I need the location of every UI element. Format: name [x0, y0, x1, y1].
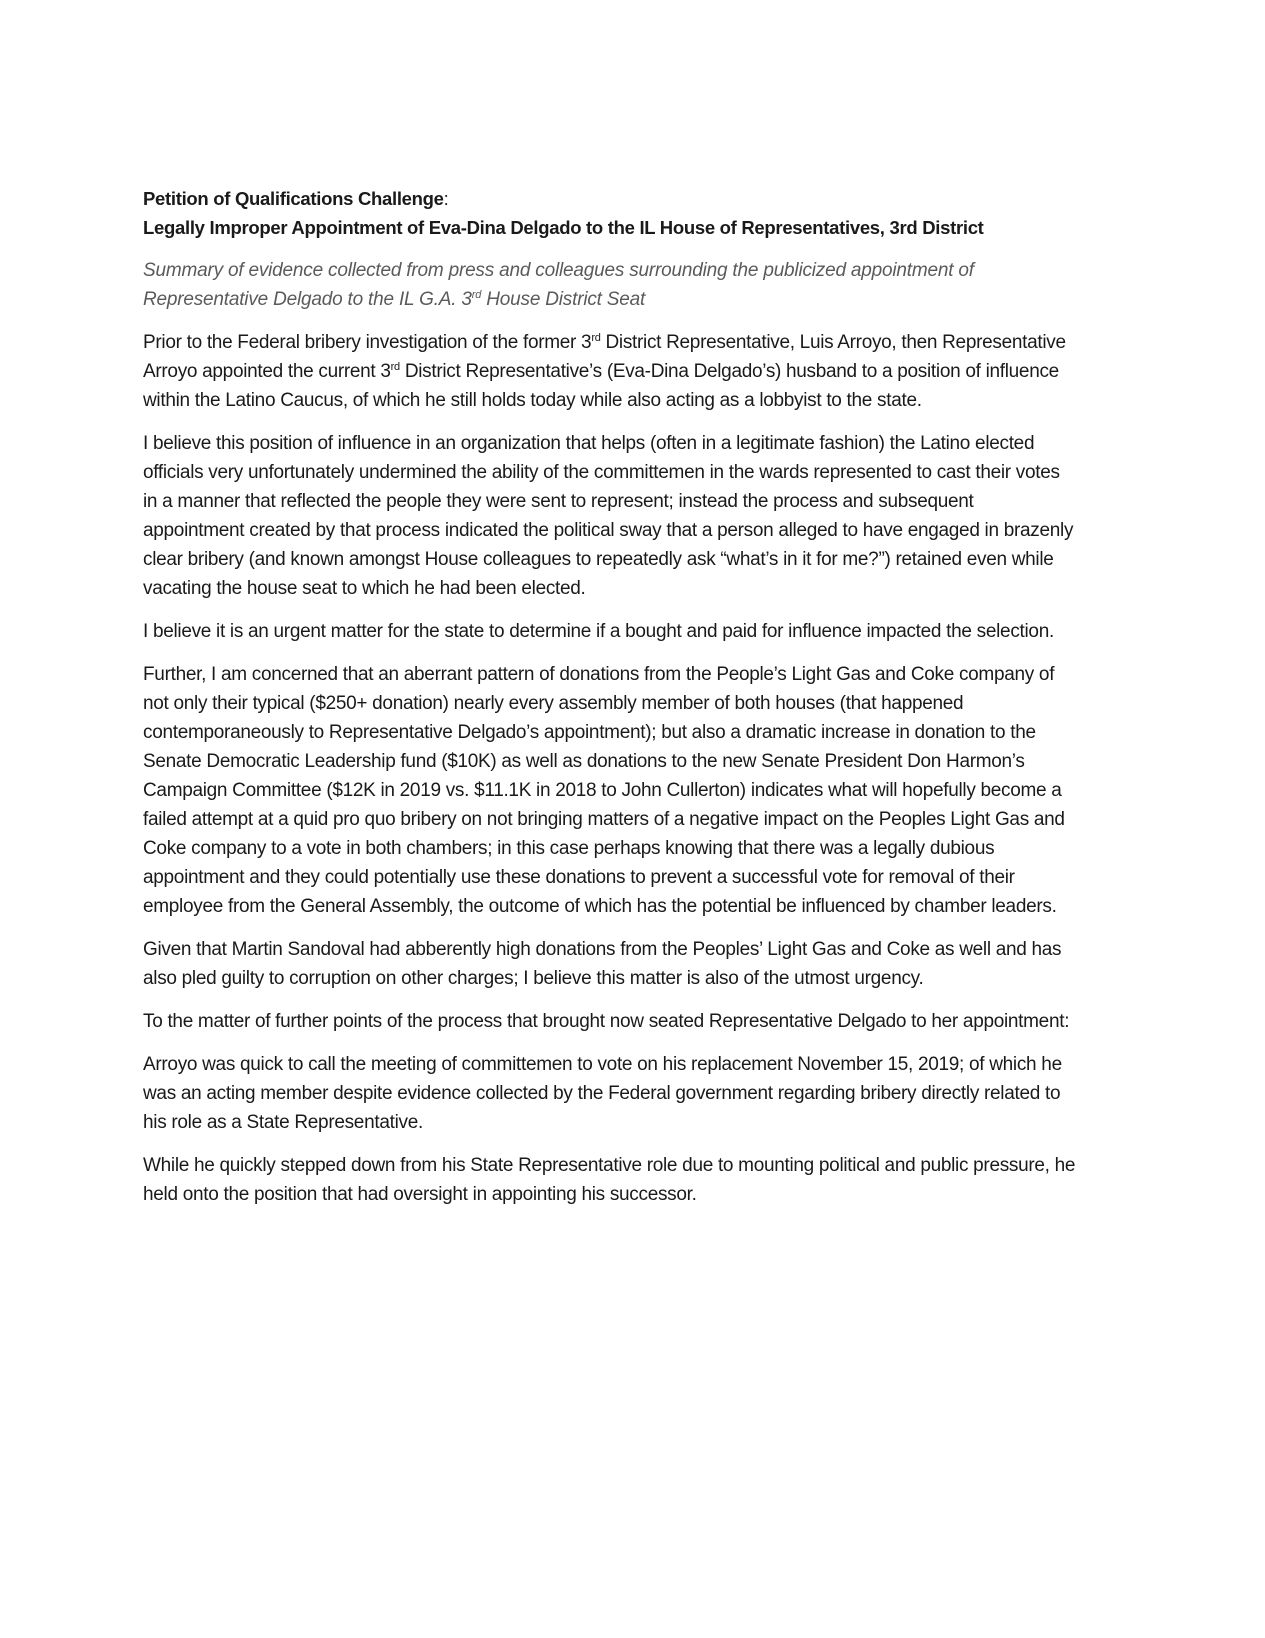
- document-subject: Legally Improper Appointment of Eva-Dina Delgado to the IL House of Representatives, 3rd District: [143, 217, 984, 238]
- paragraph-text: Prior to the Federal bribery investigation of the former 3: [143, 332, 592, 353]
- document-page: [143, 184, 1078, 1209]
- ordinal-suffix: rd: [471, 289, 482, 301]
- summary-text: Summary of evidence collected from press and colleagues surrounding the publicized appointment of Representative Delgado to the IL G.A. 3: [143, 260, 974, 310]
- paragraph-4: Further, I am concerned that an aberrant pattern of donations from the People’s Light Gas and Coke company of not only their typical ($250+ donation) nearly every assembly member of both houses (that happened contemporaneously to Representative Delgado’s appointment); but also a dramatic increase in donation to the Senate Democratic Leadership fund ($10K) as well as donations to the new Senate President Don Harmon’s Campaign Committee ($12K in 2019 vs. $11.1K in 2018 to John Cullerton) indicates what will hopefully become a failed attempt at a quid pro quo bribery on not bringing matters of a negative impact on the Peoples Light Gas and Coke company to a vote in both chambers; in this case perhaps knowing that there was a legally dubious appointment and they could potentially use these donations to prevent a successful vote for removal of their employee from the General Assembly, the outcome of which has the potential be influenced by chamber leaders.: [143, 664, 1065, 917]
- ordinal-suffix: rd: [390, 361, 400, 373]
- paragraph-5: Given that Martin Sandoval had abberently high donations from the Peoples’ Light Gas and Coke as well and has also pled guilty to corruption on other charges; I believe this matter is also of the utmost urgency.: [143, 939, 1062, 989]
- paragraph-7: Arroyo was quick to call the meeting of committemen to vote on his replacement November 15, 2019; of which he was an acting member despite evidence collected by the Federal government regarding bribery directly related to his role as a State Representative.: [143, 1054, 1062, 1133]
- title-colon: :: [443, 188, 449, 209]
- document-summary: [143, 256, 1078, 314]
- paragraph-6: To the matter of further points of the process that brought now seated Representative Delgado to her appointment:: [143, 1011, 1070, 1032]
- paragraph-text: District Representative, Luis Arroyo, then Representative Arroyo appointed the current 3: [143, 332, 1066, 382]
- paragraph-8: While he quickly stepped down from his State Representative role due to mounting political and public pressure, he held onto the position that had oversight in appointing his successor.: [143, 1155, 1076, 1205]
- title-line-1: Petition of Qualifications Challenge: [143, 188, 444, 209]
- paragraph-1: [143, 328, 1078, 415]
- paragraph-2: I believe this position of influence in an organization that helps (often in a legitimate fashion) the Latino elected officials very unfortunately undermined the ability of the committemen in the wards represented to cast their votes in a manner that reflected the people they were sent to represent; instead the process and subsequent appointment created by that process indicated the political sway that a person alleged to have engaged in brazenly clear bribery (and known amongst House colleagues to repeatedly ask “what’s in it for me?”) retained even while vacating the house seat to which he had been elected.: [143, 433, 1074, 599]
- ordinal-suffix: rd: [591, 332, 601, 344]
- document-title: [143, 184, 1078, 213]
- paragraph-text: District Representative’s (Eva-Dina Delgado’s) husband to a position of influence within the Latino Caucus, of which he still holds today while also acting as a lobbyist to the state.: [143, 361, 1059, 411]
- summary-text-end: House District Seat: [481, 289, 646, 310]
- paragraph-3: I believe it is an urgent matter for the state to determine if a bought and paid for influence impacted the selection.: [143, 621, 1054, 642]
